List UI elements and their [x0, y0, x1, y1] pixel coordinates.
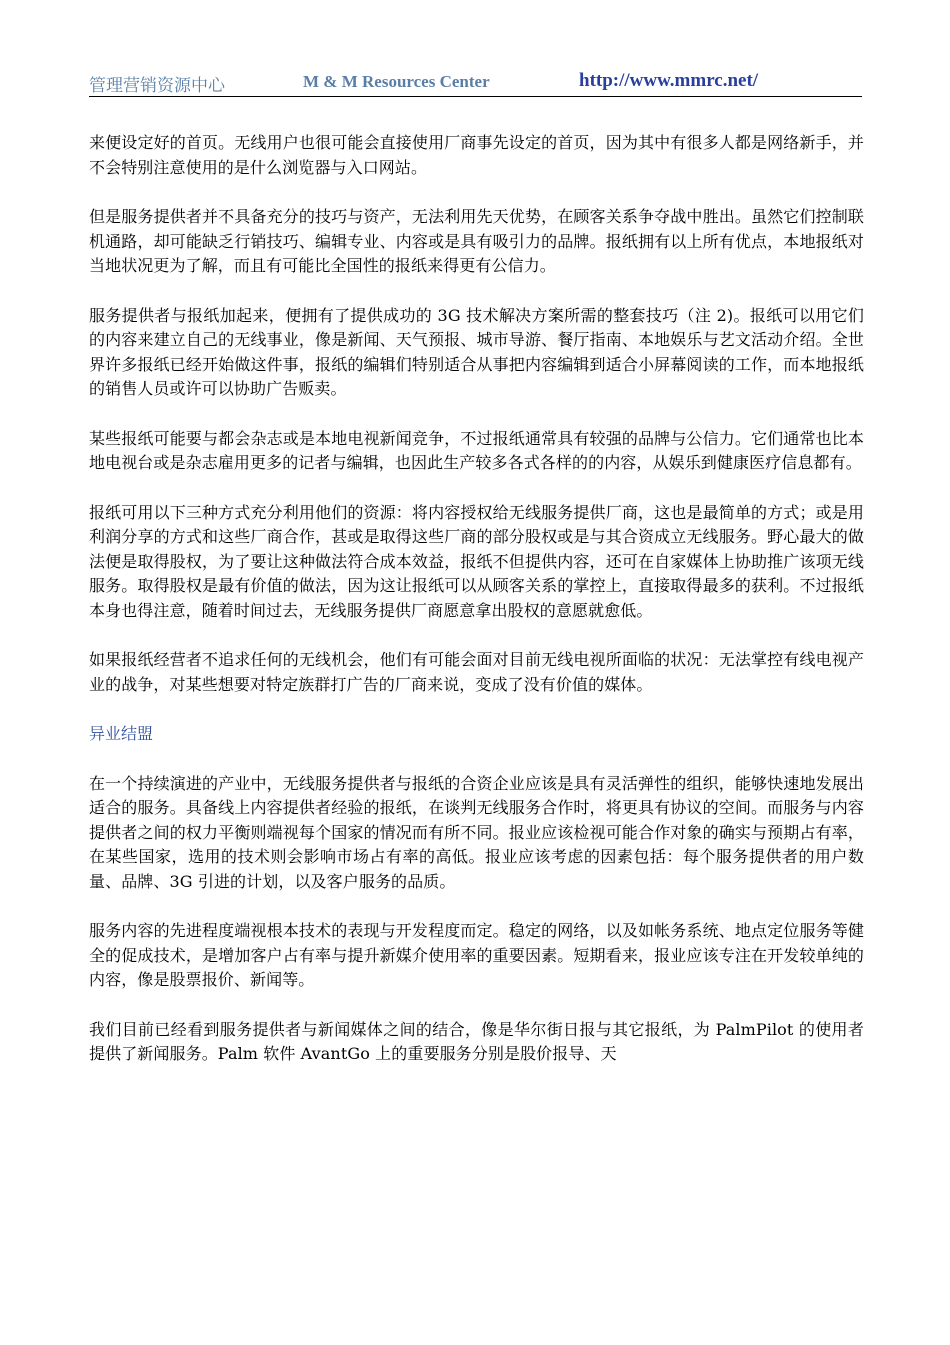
paragraph-4: 某些报纸可能要与都会杂志或是本地电视新闻竞争，不过报纸通常具有较强的品牌与公信力。它们通常也比本地电视台或是杂志雇用更多的记者与编辑，也因此生产较多各式各样的的内容，从娱乐到健康医疗信息都有。 [89, 428, 864, 472]
page-header [89, 70, 862, 97]
document-body [89, 131, 864, 1092]
paragraph-5: 报纸可用以下三种方式充分利用他们的资源：将内容授权给无线服务提供厂商，这也是最简单的方式；或是用利润分享的方式和这些厂商合作，甚或是取得这些厂商的部分股权或是与其合资成立无线服务。野心最大的做法便是取得股权，为了要让这种做法符合成本效益，报纸不但提供内容，还可在自家媒体上协助推广该项无线服务。取得股权是最有价值的做法，因为这让报纸可以从顾客关系的掌控上，直接取得最多的获利。不过报纸本身也得注意，随着时间过去，无线服务提供厂商愿意拿出股权的意愿就愈低。 [89, 502, 864, 620]
paragraph-3: 服务提供者与报纸加起来，便拥有了提供成功的 3G 技术解决方案所需的整套技巧（注 2)。报纸可以用它们的内容来建立自己的无线事业，像是新闻、天气预报、城市导游、餐厅指南、本地娱乐与艺文活动介绍。全世界许多报纸已经开始做这件事，报纸的编辑们特别适合从事把内容编辑到适合小屏幕阅读的工作，而本地报纸的销售人员或许可以协助广告贩卖。 [89, 305, 864, 398]
header-title-en: M & M Resources Center [303, 72, 490, 91]
header-title-cn: 管理营销资源中心 [89, 76, 225, 96]
paragraph-8: 服务内容的先进程度端视根本技术的表现与开发程度而定。稳定的网络，以及如帐务系统、地点定位服务等健全的促成技术，是增加客户占有率与提升新媒介使用率的重要因素。短期看来，报业应该专注在开发较单纯的内容，像是股票报价、新闻等。 [89, 921, 864, 989]
section-heading: 异业结盟 [89, 724, 154, 743]
paragraph-9: 我们目前已经看到服务提供者与新闻媒体之间的结合，像是华尔街日报与其它报纸，为 PalmPilot 的使用者提供了新闻服务。Palm 软件 AvantGo 上的重要服务分别是股价报导、天 [89, 1019, 864, 1063]
paragraph-1: 来便设定好的首页。无线用户也很可能会直接使用厂商事先设定的首页，因为其中有很多人都是网络新手，并不会特别注意使用的是什么浏览器与入口网站。 [89, 133, 864, 177]
paragraph-7: 在一个持续演进的产业中，无线服务提供者与报纸的合资企业应该是具有灵活弹性的组织，能够快速地发展出适合的服务。具备线上内容提供者经验的报纸，在谈判无线服务合作时，将更具有协议的空间。而服务与内容提供者之间的权力平衡则端视每个国家的情况而有所不同。报业应该检视可能合作对象的确实与预期占有率，在某些国家，选用的技术则会影响市场占有率的高低。报业应该考虑的因素包括：每个服务提供者的用户数量、品牌、3G 引进的计划，以及客户服务的品质。 [89, 773, 864, 891]
header-url-link[interactable]: http://www.mmrc.net/ [579, 70, 759, 91]
paragraph-2: 但是服务提供者并不具备充分的技巧与资产，无法利用先天优势，在顾客关系争夺战中胜出。虽然它们控制联机通路，却可能缺乏行销技巧、编辑专业、内容或是具有吸引力的品牌。报纸拥有以上所有优点，本地报纸对当地状况更为了解，而且有可能比全国性的报纸来得更有公信力。 [89, 207, 864, 275]
paragraph-6: 如果报纸经营者不追求任何的无线机会，他们有可能会面对目前无线电视所面临的状况：无法掌控有线电视产业的战争，对某些想要对特定族群打广告的厂商来说，变成了没有价值的媒体。 [89, 650, 864, 694]
